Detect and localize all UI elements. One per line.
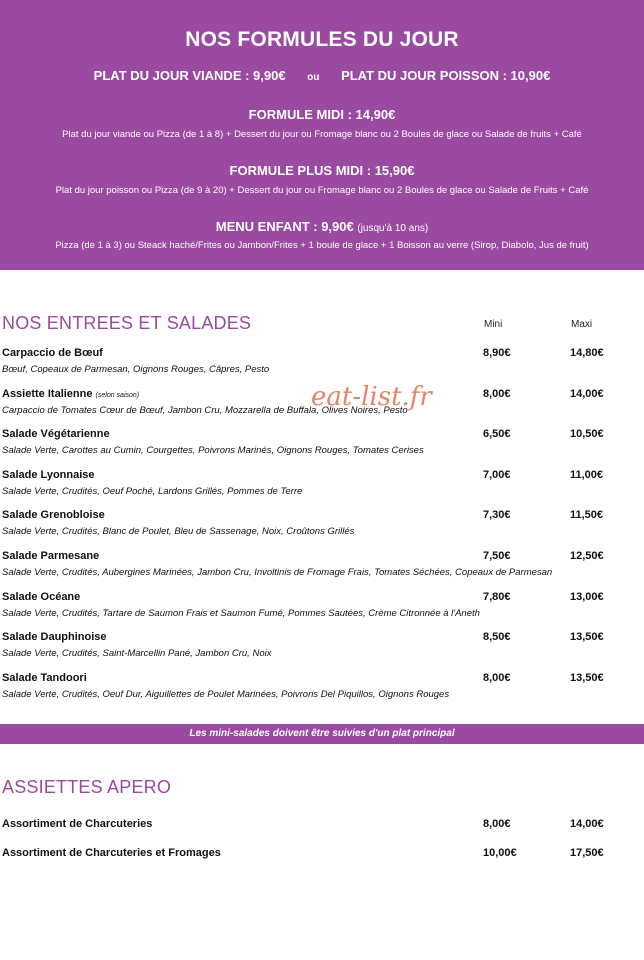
price-maxi: 13,00€ xyxy=(570,591,604,603)
price-mini: 8,00€ xyxy=(483,818,511,830)
price-maxi: 12,50€ xyxy=(570,550,604,562)
price-mini: 7,00€ xyxy=(483,469,511,481)
menu-item xyxy=(2,631,632,659)
menu-item-description: Salade Verte, Crudités, Tartare de Saumon Frais et Saumon Fumé, Pommes Sautées, Crème Citronnée à l'Aneth xyxy=(2,608,480,619)
plat-poisson: PLAT DU JOUR POISSON : 10,90€ xyxy=(341,68,551,83)
menu-item xyxy=(2,591,632,619)
menu-item-description: Salade Verte, Crudités, Oeuf Dur, Aiguillettes de Poulet Marinées, Poivrons Del Piquillos, Oignons Rouges xyxy=(2,689,450,700)
col-maxi-header: Maxi xyxy=(571,319,593,330)
price-mini: 7,80€ xyxy=(483,591,511,603)
menu-item-name: Salade Océane xyxy=(2,591,81,603)
price-mini: 10,00€ xyxy=(483,847,517,859)
menu-item xyxy=(2,550,632,578)
price-maxi: 17,50€ xyxy=(570,847,604,859)
price-maxi: 11,00€ xyxy=(570,469,604,481)
menu-item-name: Salade Grenobloise xyxy=(2,509,105,521)
apero-item xyxy=(2,847,632,859)
price-mini: 8,00€ xyxy=(483,672,511,684)
menu-item-name: Salade Parmesane xyxy=(2,550,100,562)
price-maxi: 13,50€ xyxy=(570,631,604,643)
menu-item-note: (selon saison) xyxy=(95,392,140,399)
menu-item-name: Salade Dauphinoise xyxy=(2,631,107,643)
formule-midi-desc: Plat du jour viande ou Pizza (de 1 à 8) + Dessert du jour ou Fromage blanc ou 2 Boules de glace ou Salade de fruits + Café xyxy=(62,129,582,140)
price-maxi: 14,80€ xyxy=(570,347,604,359)
menu-item-description: Salade Verte, Crudités, Saint-Marcellin Pané, Jambon Cru, Noix xyxy=(2,648,272,659)
formules-banner xyxy=(0,0,644,270)
menu-item xyxy=(2,469,632,497)
price-mini: 8,50€ xyxy=(483,631,511,643)
price-mini: 8,00€ xyxy=(483,388,511,400)
apero-item-name: Assortiment de Charcuteries et Fromages xyxy=(2,847,221,859)
menu-item xyxy=(2,672,632,700)
price-maxi: 14,00€ xyxy=(570,818,604,830)
menu-item-description: Salade Verte, Crudités, Aubergines Marinées, Jambon Cru, Involtinis de Fromage Frais, Tomates Séchées, Copeaux de Parmesan xyxy=(2,567,553,578)
menu-enfant-desc: Pizza (de 1 à 3) ou Steack haché/Frites ou Jambon/Frites + 1 boule de glace + 1 Boisson au verre (Sirop, Diabolo, Jus de fruit) xyxy=(55,240,589,251)
apero-item-name: Assortiment de Charcuteries xyxy=(2,818,153,830)
banner-title: NOS FORMULES DU JOUR xyxy=(185,28,459,51)
menu-item-description: Salade Verte, Crudités, Blanc de Poulet, Bleu de Sassenage, Noix, Croûtons Grillés xyxy=(2,526,355,537)
menu-item-description: Carpaccio de Tomates Cœur de Bœuf, Jambon Cru, Mozzarella de Buffala, Olives Noires, Pesto xyxy=(2,405,408,416)
menu-enfant-title: MENU ENFANT : 9,90€ (jusqu'à 10 ans) xyxy=(215,219,429,234)
formule-plus-midi-desc: Plat du jour poisson ou Pizza (de 9 à 20) + Dessert du jour ou Fromage blanc ou 2 Boules de glace ou Salade de Fruits + Café xyxy=(55,185,589,196)
price-maxi: 14,00€ xyxy=(570,388,604,400)
apero-item xyxy=(2,818,632,830)
apero-section-title: ASSIETTES APERO xyxy=(2,777,172,797)
menu-item-name: Carpaccio de Bœuf xyxy=(2,347,103,359)
mini-salades-notice: Les mini-salades doivent être suivies d'un plat principal xyxy=(0,724,644,744)
price-mini: 7,50€ xyxy=(483,550,511,562)
price-maxi: 11,50€ xyxy=(570,509,604,521)
menu-item xyxy=(2,509,632,537)
menu-item-name: Salade Tandoori xyxy=(2,672,87,684)
menu-item-description: Bœuf, Copeaux de Parmesan, Oignons Rouges, Câpres, Pesto xyxy=(2,364,270,375)
price-mini: 7,30€ xyxy=(483,509,511,521)
price-mini: 8,90€ xyxy=(483,347,511,359)
menu-item-description: Salade Verte, Carottes au Cumin, Courgettes, Poivrons Marinés, Oignons Rouges, Tomates Cerises xyxy=(2,445,424,456)
menu-item-name: Salade Végétarienne xyxy=(2,428,110,440)
entrees-section-title: NOS ENTREES ET SALADES xyxy=(2,313,252,333)
plat-viande: PLAT DU JOUR VIANDE : 9,90€ xyxy=(93,68,286,83)
menu-item-name: Assiette Italienne (selon saison) xyxy=(2,388,140,400)
or-separator: ou xyxy=(307,72,320,83)
col-mini-header: Mini xyxy=(484,319,503,330)
menu-item-description: Salade Verte, Crudités, Oeuf Poché, Lardons Grillés, Pommes de Terre xyxy=(2,486,303,497)
plats-du-jour xyxy=(0,68,644,83)
menu-item xyxy=(2,428,632,456)
menu-item-name: Salade Lyonnaise xyxy=(2,469,95,481)
menu-enfant-note: (jusqu'à 10 ans) xyxy=(357,223,429,234)
price-maxi: 13,50€ xyxy=(570,672,604,684)
formule-midi-title: FORMULE MIDI : 14,90€ xyxy=(248,107,396,122)
price-maxi: 10,50€ xyxy=(570,428,604,440)
watermark: eat-list.fr xyxy=(311,382,432,412)
menu-item xyxy=(2,347,632,375)
price-mini: 6,50€ xyxy=(483,428,511,440)
formule-plus-midi-title: FORMULE PLUS MIDI : 15,90€ xyxy=(229,163,415,178)
